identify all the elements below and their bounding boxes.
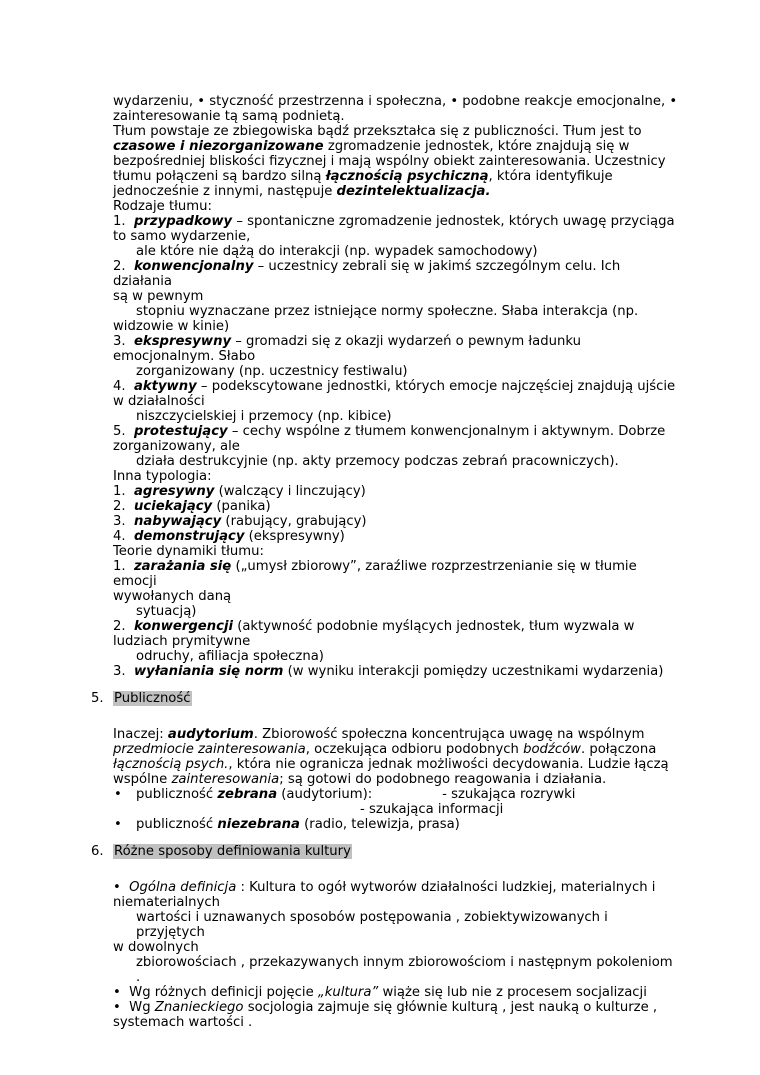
section-title: Publiczność bbox=[114, 691, 191, 706]
list-item: 5. protestujący – cechy wspólne z tłumem konwencjonalnym i aktywnym. Dobrze bbox=[113, 424, 666, 439]
bullet-icon: • bbox=[113, 880, 121, 895]
text-line: tłumu połączeni są bardzo silną łącznością psychiczną, która identyfikuje bbox=[113, 169, 613, 184]
text-line: wartości i uznawanych sposobów postępowania , zobiektywizowanych i przyjętych bbox=[136, 910, 608, 940]
text-line: zorganizowany, ale bbox=[113, 439, 240, 454]
bullet-icon: • bbox=[113, 1000, 121, 1015]
text-line: odruchy, afiliacja społeczna) bbox=[136, 649, 324, 664]
list-item: 4. aktywny – podekscytowane jednostki, których emocje najczęściej znajdują ujście bbox=[113, 379, 676, 394]
text-line: Tłum powstaje ze zbiegowiska bądź przekształca się z publiczności. Tłum jest to bbox=[113, 124, 642, 139]
text-line: są w pewnym bbox=[113, 289, 204, 304]
text-line: to samo wydarzenie, bbox=[113, 229, 251, 244]
text-line: bezpośredniej bliskości fizycznej i mają wspólny obiekt zainteresowania. Uczestnicy bbox=[113, 154, 666, 169]
text-line: - szukająca informacji bbox=[360, 802, 504, 817]
list-item: 1. przypadkowy – spontaniczne zgromadzenie jednostek, których uwagę przyciąga bbox=[113, 214, 675, 229]
text-line: niematerialnych bbox=[113, 895, 220, 910]
spacer bbox=[113, 679, 678, 689]
text-line: widzowie w kinie) bbox=[113, 319, 230, 334]
text-line: emocjonalnym. Słabo bbox=[113, 349, 256, 364]
text-line: zainteresowanie tą samą podnietą. bbox=[113, 109, 345, 124]
bullet-icon: • bbox=[113, 985, 121, 1000]
text-line: czasowe i niezorganizowane zgromadzenie jednostek, które znajdują się w bbox=[113, 139, 630, 154]
text-line: jednocześnie z innymi, następuje dezintelektualizacja. bbox=[113, 184, 491, 199]
bullet-item: • Wg Znanieckiego socjologia zajmuje się głównie kulturą , jest nauką o kulturze , bbox=[113, 1000, 658, 1015]
list-heading: Teorie dynamiki tłumu: bbox=[113, 544, 264, 559]
text-line: systemach wartości . bbox=[113, 1015, 253, 1030]
emphasis: łącznością psychiczną bbox=[325, 169, 489, 184]
text-line: w dowolnych bbox=[113, 940, 199, 955]
text-line: ale które nie dążą do interakcji (np. wypadek samochodowy) bbox=[136, 244, 538, 259]
bullet-item: • publiczność niezebrana (radio, telewizja, prasa) bbox=[114, 817, 460, 832]
emphasis: dezintelektualizacja. bbox=[336, 184, 491, 199]
section-number: 5. bbox=[91, 691, 104, 706]
section-heading bbox=[91, 691, 678, 708]
text-line: ludziach prymitywne bbox=[113, 634, 251, 649]
text-column bbox=[91, 94, 678, 1030]
bullet-icon: • bbox=[114, 787, 122, 802]
section-title: Różne sposoby definiowania kultury bbox=[114, 844, 351, 859]
list-item: 1. agresywny (walczący i linczujący) bbox=[113, 484, 366, 499]
text-line: w działalności bbox=[113, 394, 205, 409]
bullet-item: • Wg różnych definicji pojęcie „kultura” wiąże się lub nie z procesem socjalizacji bbox=[113, 985, 647, 1000]
section-number: 6. bbox=[91, 844, 104, 859]
spacer bbox=[113, 832, 678, 842]
bullet-item: • publiczność zebrana (audytorium): - szukająca rozrywki bbox=[114, 787, 576, 802]
text-line: stopniu wyznaczane przez istniejące normy społeczne. Słaba interakcja (np. bbox=[136, 304, 639, 319]
list-item: 3. ekspresywny – gromadzi się z okazji wydarzeń o pewnym ładunku bbox=[113, 334, 581, 349]
text-line: przedmiocie zainteresowania, oczekująca odbioru podobnych bodźców. połączona bbox=[113, 742, 657, 757]
text-line: Inaczej: audytorium. Zbiorowość społeczna koncentrująca uwagę na wspólnym bbox=[113, 727, 645, 742]
bullet-icon: • bbox=[114, 817, 122, 832]
list-item: 4. demonstrujący (ekspresywny) bbox=[113, 529, 345, 544]
list-item: 2. konwencjonalny – uczestnicy zebrali się w jakimś szczególnym celu. Ich działania bbox=[113, 259, 621, 289]
section-heading bbox=[91, 844, 678, 861]
spacer bbox=[113, 712, 678, 727]
text-line: wywołanych daną bbox=[113, 589, 232, 604]
text-line: łącznością psych., która nie ogranicza jednak możliwości decydowania. Ludzie łączą bbox=[113, 757, 669, 772]
list-item: 2. uciekający (panika) bbox=[113, 499, 271, 514]
list-heading: Rodzaje tłumu: bbox=[113, 199, 212, 214]
emphasis: czasowe i niezorganizowane bbox=[113, 139, 324, 154]
list-item: 2. konwergencji (aktywność podobnie myślących jednostek, tłum wyzwala w bbox=[113, 619, 635, 634]
bullet-item: • Ogólna definicja : Kultura to ogół wytworów działalności ludzkiej, materialnych i bbox=[113, 880, 656, 895]
text-line: sytuacją) bbox=[136, 604, 197, 619]
list-item: 3. wyłaniania się norm (w wyniku interakcji pomiędzy uczestnikami wydarzenia) bbox=[113, 664, 664, 679]
spacer bbox=[113, 865, 678, 880]
list-heading: Inna typologia: bbox=[113, 469, 212, 484]
text-line: działa destrukcyjnie (np. akty przemocy podczas zebrań pracowniczych). bbox=[136, 454, 619, 469]
list-item: 3. nabywający (rabujący, grabujący) bbox=[113, 514, 367, 529]
text-line: wydarzeniu, • styczność przestrzenna i społeczna, • podobne reakcje emocjonalne, • bbox=[113, 94, 678, 109]
text-line: zorganizowany (np. uczestnicy festiwalu) bbox=[136, 364, 408, 379]
text-line: zbiorowościach , przekazywanych innym zbiorowościom i następnym pokoleniom . bbox=[136, 955, 673, 985]
list-item: 1. zarażania się („umysł zbiorowy”, zaraźliwe rozprzestrzenianie się w tłumie emocji bbox=[113, 559, 637, 589]
text-line: wspólne zainteresowania; są gotowi do podobnego reagowania i działania. bbox=[113, 772, 607, 787]
text-line: niszczycielskiej i przemocy (np. kibice) bbox=[136, 409, 392, 424]
